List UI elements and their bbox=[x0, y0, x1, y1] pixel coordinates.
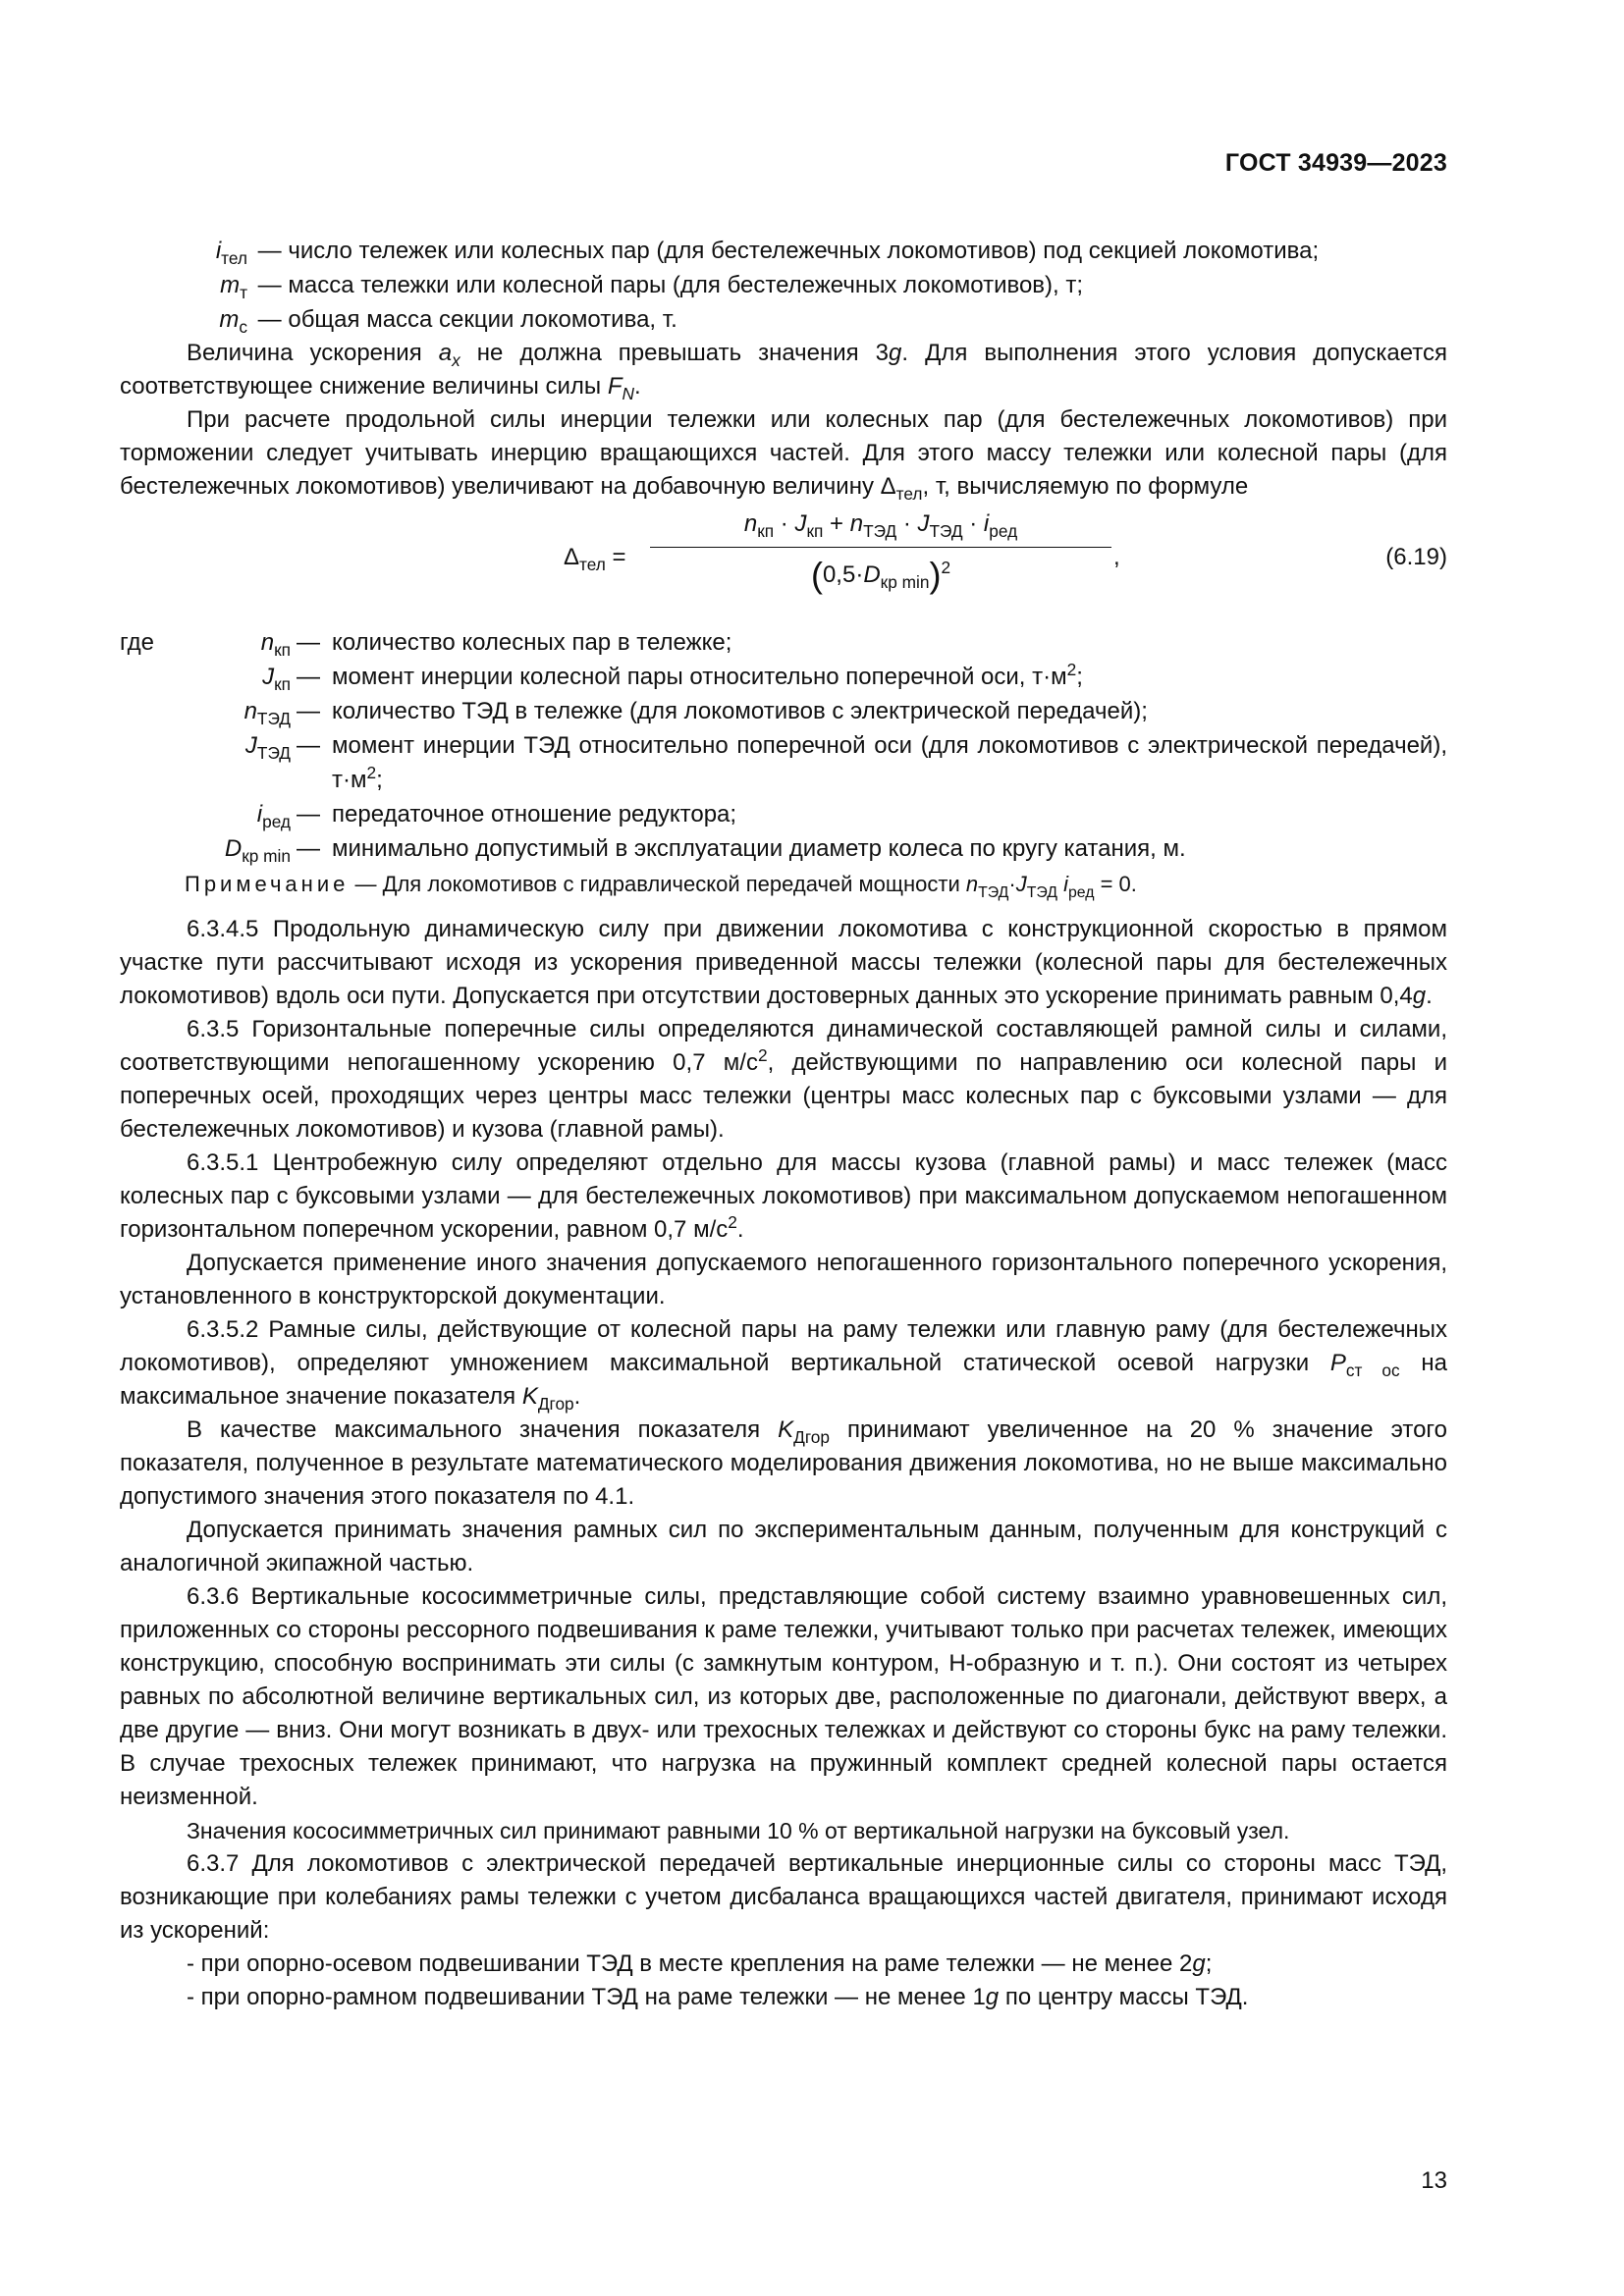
symbol: m bbox=[220, 272, 241, 298]
symbol-subscript: тел bbox=[221, 248, 247, 268]
where-row: $J_{кп}$ — момент инерции колесной пары относительно поперечной оси, $т\cdot м^2$; bbox=[262, 660, 1083, 694]
where-row: $n_{ТЭД}$ — количество ТЭД в тележке (для локомотивов с электрической передачей); bbox=[244, 698, 1148, 728]
where-label: где bbox=[120, 629, 155, 656]
formula-6-19 bbox=[120, 506, 1447, 615]
paragraph-6-3-5-1: 6.3.5.1 Центробежную силу определяют отдельно для массы кузова (главной рамы) и масс тележек (масс колесных пар с буксовыми узлами — для бестележечных локомотивов) при максимальном допускаемом непогашенном горизонтальном поперечном ускорении, равном 0,7 $м/с^2$. bbox=[120, 1149, 1447, 1243]
page-number: 13 bbox=[1421, 2167, 1447, 2194]
symbol: m bbox=[219, 306, 240, 333]
formula-numerator: $n_{кп} \cdot J_{кп} + n_{ТЭД} \cdot J_{ТЭД} \cdot i_{ред}$ bbox=[650, 506, 1111, 548]
paragraph-6-3-5-2: 6.3.5.2 Рамные силы, действующие от колесной пары на раму тележки или главную раму (для бестележечных локомотивов), определяют умножением максимальной вертикальной статической осевой нагрузки $P_{ст ос}$ на максимальное значение показателя $K_{Дгор}$. bbox=[120, 1316, 1447, 1414]
where-row: $i_{ред}$ — передаточное отношение редуктора; bbox=[256, 801, 737, 831]
symbol-subscript: т bbox=[240, 283, 247, 302]
paragraph-6-3-5: 6.3.5 Горизонтальные поперечные силы определяются динамической составляющей рамной силы и силами, соответствующими непогашенному ускорению 0,7 $м/с^2$, действующими по направлению оси колесной пары и поперечных осей, проходящих через центры масс тележки (центры масс колесных пар с буксовыми узлами — для бестележечных локомотивов) и кузова (главной рамы). bbox=[120, 1016, 1448, 1143]
where-definitions bbox=[120, 625, 1447, 866]
where-row: $D_{кр min}$ — минимально допустимый в эксплуатации диаметр колеса по кругу катания, м. bbox=[224, 835, 1186, 866]
formula-number: (6.19) bbox=[1385, 544, 1447, 570]
paragraph-6-3-5-2-b: В качестве максимального значения показателя $K_{Дгор}$ принимают увеличенное на 20 % значение этого показателя, полученное в результате математического моделирования движения локомотива, но не выше максимально допустимого значения этого показателя по 4.1. bbox=[120, 1416, 1447, 1510]
paragraph-6-3-5-2-c: Допускается принимать значения рамных сил по экспериментальным данным, полученным для конструкций с аналогичной экипажной частью. bbox=[120, 1517, 1447, 1576]
definition-text: — число тележек или колесных пар (для бестележечных локомотивов) под секцией локомотива; bbox=[257, 238, 1320, 264]
definition-text: — масса тележки или колесной пары (для бестележечных локомотивов), т; bbox=[257, 272, 1084, 298]
note-label: Примечание bbox=[185, 872, 350, 896]
paragraph-6-3-6-b: Значения кососимметричных сил принимают равными 10 % от вертикальной нагрузки на буксовый узел. bbox=[187, 1818, 1290, 1843]
formula-lhs: $\Delta_{тел}$ = bbox=[564, 544, 626, 574]
where-row: где $n_{кп}$ — количество колесных пар в тележке; bbox=[120, 625, 1447, 660]
definition-row bbox=[159, 268, 1447, 302]
standard-header: ГОСТ 34939—2023 bbox=[1224, 149, 1447, 177]
symbol-subscript: с bbox=[239, 317, 247, 337]
formula-denominator: $(0,5\cdot D_{кр min})^2$ bbox=[810, 555, 951, 595]
definition-text: — общая масса секции локомотива, т. bbox=[257, 306, 677, 333]
list-item: - при опорно-осевом подвешивании ТЭД в месте крепления на раме тележки — не менее 2g; bbox=[187, 1950, 1213, 1977]
definition-row bbox=[159, 302, 1447, 337]
paragraph-6-3-4-5: 6.3.4.5 Продольную динамическую силу при движении локомотива с конструкционной скоростью в прямом участке пути рассчитывают исходя из ускорения приведенной массы тележки (колесной пары для бестележечных локомотивов) вдоль оси пути. Допускается при отсутствии достоверных данных это ускорение принимать равным 0,4g. bbox=[120, 916, 1447, 1009]
paragraph-6-3-6: 6.3.6 Вертикальные кососимметричные силы, представляющие собой систему взаимно уравновешенных сил, приложенных со стороны рессорного подвешивания к раме тележки, учитывают только при расчетах тележек, имеющих конструкцию, способную воспринимать эти силы (с замкнутым контуром, Н-образную и т. п.). Они состоят из четырех равных по абсолютной величине вертикальных сил, из которых две, расположенные по диагонали, действуют вверх, а две другие — вниз. Они могут возникать в двух- или трехосных тележках и действуют со стороны букс на раму тележки. В случае трехосных тележек принимают, что нагрузка на пружинный комплект средней колесной пары остается неизменной. bbox=[120, 1583, 1447, 1810]
paragraph-6-3-5-1-b: Допускается применение иного значения допускаемого непогашенного горизонтального поперечного ускорения, установленного в конструкторской документации. bbox=[120, 1250, 1447, 1309]
list-item: - при опорно-рамном подвешивании ТЭД на раме тележки — не менее 1g по центру массы ТЭД. bbox=[187, 1984, 1249, 2010]
top-definitions bbox=[120, 234, 1447, 337]
definition-row bbox=[159, 234, 1447, 268]
formula-fraction bbox=[650, 506, 1111, 597]
symbol: i bbox=[215, 238, 222, 264]
acceleration-paragraph: Величина ускорения $a_x$ не должна превышать значения 3g. Для выполнения этого условия допускается соответствующее снижение величины силы $F_N$. bbox=[120, 340, 1448, 403]
formula-comma: , bbox=[1113, 544, 1120, 570]
inertia-paragraph: При расчете продольной силы инерции тележки или колесных пар (для бестележечных локомотивов) при торможении следует учитывать инерцию вращающихся частей. Для этого массу тележки или колесной пары (для бестележечных локомотивов) увеличивают на добавочную величину $\Delta_{тел}$, т, вычисляемую по формуле bbox=[120, 406, 1447, 504]
paragraph-6-3-7: 6.3.7 Для локомотивов с электрической передачей вертикальные инерционные силы со стороны масс ТЭД, возникающие при колебаниях рамы тележки с учетом дисбаланса вращающихся частей двигателя, принимают исходя из ускорений: bbox=[120, 1850, 1447, 1944]
page-content bbox=[120, 234, 1447, 2014]
note: Примечание — Для локомотивов с гидравлической передачей мощности $n_{ТЭД}\cdot J_{ТЭД}$ $i_{ред} = 0$. bbox=[185, 872, 1137, 901]
where-row: $J_{ТЭД}$ — момент инерции ТЭД относительно поперечной оси (для локомотивов с электрической передачей), $т\cdot м^2$; bbox=[244, 732, 1447, 793]
